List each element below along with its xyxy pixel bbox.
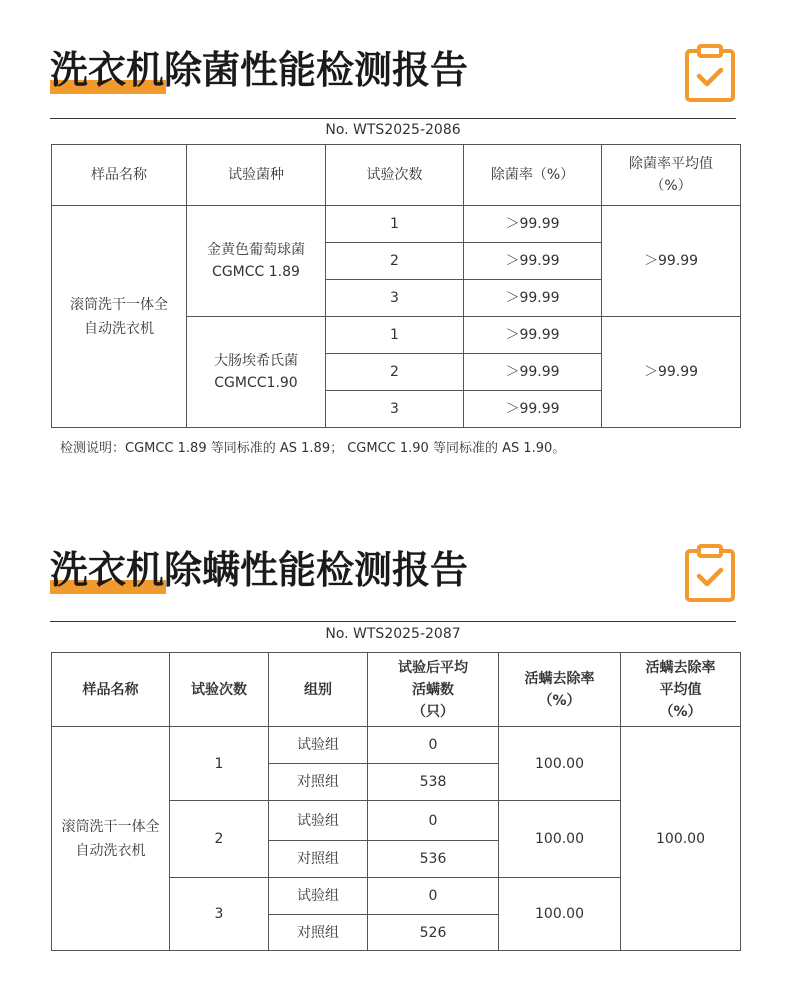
col-header-avg-count-line3: （只） (412, 703, 454, 720)
col-header-average (602, 145, 741, 206)
sample-name-cell (52, 727, 170, 951)
col-header-strain: 试验菌种 (187, 145, 326, 206)
run-number: 3 (326, 280, 464, 317)
col-header-avg-count (368, 653, 499, 727)
mite-results-table (51, 652, 741, 951)
sample-name: 滚筒洗干一体全自动洗衣机 (61, 818, 160, 859)
group-label: 对照组 (269, 915, 368, 951)
mite-report-title: 洗衣机除螨性能检测报告 (50, 548, 469, 592)
strain-name: 金黄色葡萄球菌 (207, 242, 305, 258)
col-header-sample: 样品名称 (52, 653, 170, 727)
kill-rate: ＞99.99 (464, 354, 602, 391)
run-number: 1 (326, 206, 464, 243)
col-header-average-line2: （%） (650, 178, 692, 194)
group-label: 试验组 (269, 801, 368, 841)
mite-count: 526 (368, 915, 499, 951)
run-number: 2 (170, 801, 269, 878)
run-number: 2 (326, 243, 464, 280)
group-label: 对照组 (269, 841, 368, 878)
mite-count: 538 (368, 764, 499, 801)
col-header-mean-rate-line2: 平均值 (659, 681, 702, 698)
mite-count: 0 (368, 801, 499, 841)
run-number: 1 (326, 317, 464, 354)
average-rate: ＞99.99 (602, 317, 741, 428)
header-rule (50, 621, 736, 622)
report-number: No. WTS2025-2086 (325, 122, 461, 138)
col-header-rate: 除菌率（%） (464, 145, 602, 206)
table-header-row (52, 145, 741, 206)
mite-count: 536 (368, 841, 499, 878)
col-header-avg-count-line2: 活螨数 (412, 681, 454, 698)
bacteria-report-title-wrap (50, 44, 468, 100)
group-label: 试验组 (269, 878, 368, 915)
sample-name-cell (52, 206, 187, 428)
average-rate: ＞99.99 (602, 206, 741, 317)
table-row (52, 206, 741, 243)
strain-cell (187, 317, 326, 428)
group-label: 试验组 (269, 727, 368, 764)
strain-code: CGMCC 1.89 (212, 264, 300, 280)
strain-name: 大肠埃希氏菌 (214, 353, 298, 369)
col-header-group: 组别 (269, 653, 368, 727)
clipboard-check-icon (684, 544, 736, 602)
mean-removal-rate: 100.00 (621, 727, 741, 951)
mite-count: 0 (368, 878, 499, 915)
kill-rate: ＞99.99 (464, 317, 602, 354)
run-number: 1 (170, 727, 269, 801)
strain-cell (187, 206, 326, 317)
col-header-sample: 样品名称 (52, 145, 187, 206)
col-header-run: 试验次数 (326, 145, 464, 206)
test-note: 检测说明：CGMCC 1.89 等同标准的 AS 1.89； CGMCC 1.90 等同标准的 AS 1.90。 (60, 441, 566, 456)
col-header-avg-count-line1: 试验后平均 (398, 659, 468, 676)
kill-rate: ＞99.99 (464, 243, 602, 280)
clipboard-check-icon (684, 44, 736, 102)
kill-rate: ＞99.99 (464, 391, 602, 428)
removal-rate: 100.00 (499, 801, 621, 878)
removal-rate: 100.00 (499, 878, 621, 951)
col-header-removal-rate-line1: 活螨去除率 (524, 670, 595, 687)
mite-count: 0 (368, 727, 499, 764)
report-number: No. WTS2025-2087 (325, 626, 461, 642)
bacteria-report-title: 洗衣机除菌性能检测报告 (50, 48, 469, 92)
sample-name: 滚筒洗干一体全自动洗衣机 (70, 296, 168, 337)
col-header-removal-rate (499, 653, 621, 727)
col-header-run: 试验次数 (170, 653, 269, 727)
table-header-row (52, 653, 741, 727)
strain-code: CGMCC1.90 (214, 375, 298, 391)
run-number: 3 (326, 391, 464, 428)
table-row (52, 727, 741, 764)
col-header-mean-rate-line3: （%） (659, 703, 702, 720)
removal-rate: 100.00 (499, 727, 621, 801)
col-header-removal-rate-line2: （%） (538, 692, 581, 709)
kill-rate: ＞99.99 (464, 206, 602, 243)
header-rule (50, 118, 736, 119)
col-header-average-line1: 除菌率平均值 (629, 156, 713, 172)
run-number: 2 (326, 354, 464, 391)
kill-rate: ＞99.99 (464, 280, 602, 317)
group-label: 对照组 (269, 764, 368, 801)
bacteria-results-table (51, 144, 741, 428)
col-header-mean-rate (621, 653, 741, 727)
col-header-mean-rate-line1: 活螨去除率 (645, 659, 716, 676)
mite-report-title-wrap (50, 544, 468, 600)
run-number: 3 (170, 878, 269, 951)
